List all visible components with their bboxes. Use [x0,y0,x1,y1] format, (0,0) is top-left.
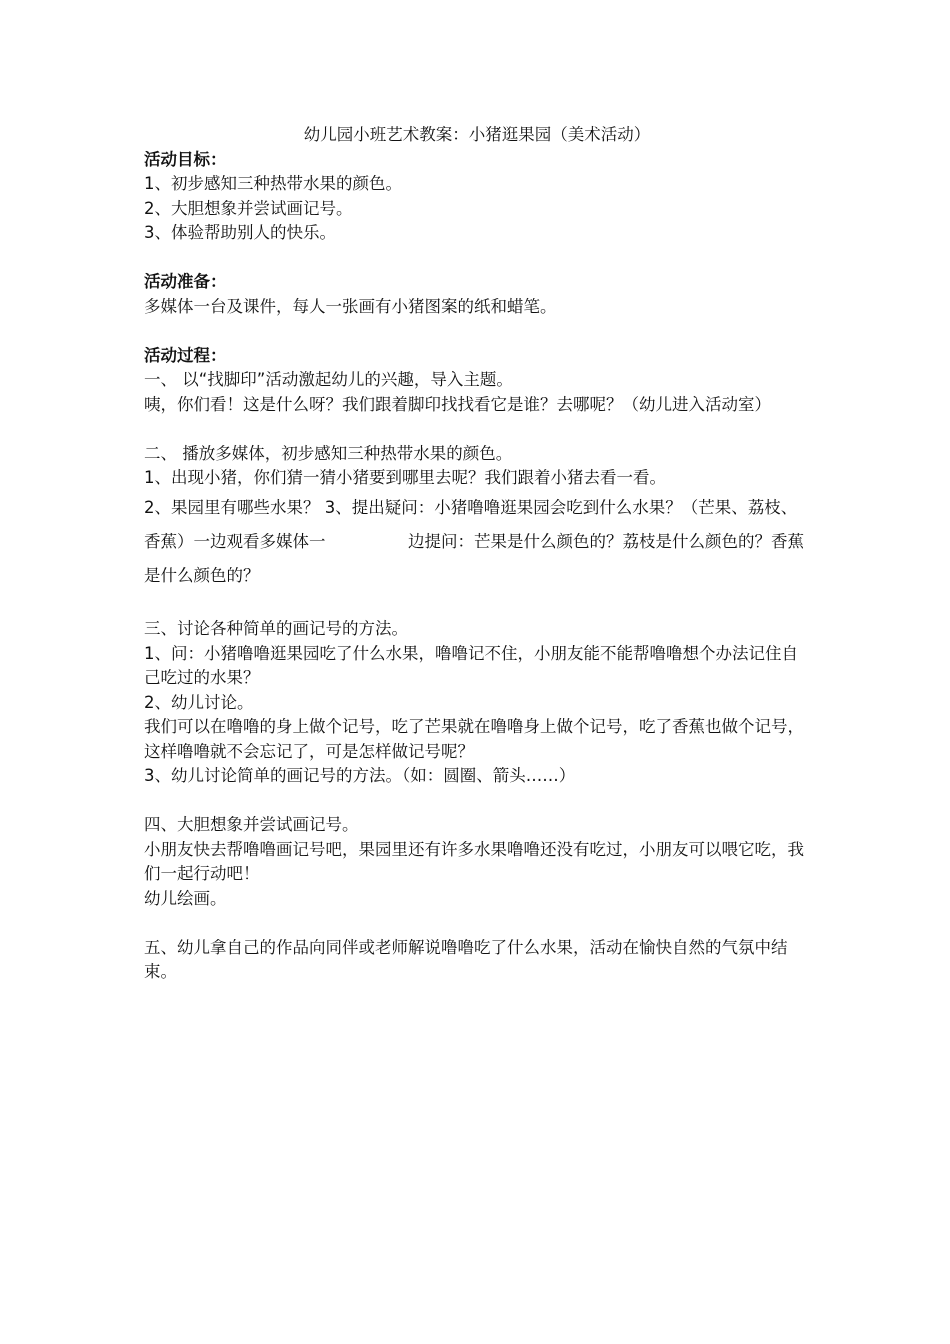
prep-heading: 活动准备： [144,272,227,291]
spacer [144,417,810,442]
section-3-question-2-text: 我们可以在噜噜的身上做个记号，吃了芒果就在噜噜身上做个记号，吃了香蕉也做个记号，这样噜噜就不会忘记了，可是怎样做记号呢？ [144,717,804,761]
section-4-text: 小朋友快去帮噜噜画记号吧，果园里还有许多水果噜噜还没有吃过，小朋友可以喂它吃，我们一起行动吧！ [144,839,804,883]
document-title: 幼儿园小班艺术教案：小猪逛果园（美术活动） [303,125,651,144]
prep-text: 多媒体一台及课件，每人一张画有小猪图案的纸和蜡笔。 [144,296,557,316]
goal-item: 2、大胆想象并尝试画记号。 [144,198,353,218]
spacer [144,246,810,271]
goal-item: 3、体验帮助别人的快乐。 [144,223,336,242]
spacer [144,789,810,814]
goal-item: 1、初步感知三种热带水果的颜色。 [144,174,402,193]
section-1-title: 一、 以“找脚印”活动激起幼儿的兴趣，导入主题。 [144,370,513,389]
process-heading: 活动过程： [144,345,227,365]
spacer [144,319,810,344]
spacer [144,911,810,936]
section-2-line-1: 1、出现小猪，你们猜一猜小猪要到哪里去呢？我们跟着小猪去看一看。 [144,468,666,487]
spacer [144,593,810,618]
section-5-text: 五、幼儿拿自己的作品向同伴或老师解说噜噜吃了什么水果，活动在愉快自然的气氛中结束。 [144,937,788,981]
section-3-question-2: 2、幼儿讨论。 [144,692,254,712]
section-2-title: 二、 播放多媒体，初步感知三种热带水果的颜色。 [144,443,513,463]
goals-heading: 活动目标： [144,149,227,169]
section-3-question-1: 1、问：小猪噜噜逛果园吃了什么水果，噜噜记不住，小朋友能不能帮噜噜想个办法记住自己吃过的水果？ [144,643,798,687]
section-4-text-2: 幼儿绘画。 [144,888,227,908]
section-1-text: 咦，你们看！这是什么呀？我们跟着脚印找找看它是谁？去哪呢？（幼儿进入活动室） [144,394,771,414]
section-3-title: 三、讨论各种简单的画记号的方法。 [144,619,408,638]
document-page [144,123,810,985]
section-2-line-2: 2、果园里有哪些水果？ 3、提出疑问：小猪噜噜逛果园会吃到什么水果？（芒果、荔枝、香蕉）一边观看多媒体一 边提问：芒果是什么颜色的？荔枝是什么颜色的？香蕉是什么颜色的？ [144,497,804,585]
section-3-question-3: 3、幼儿讨论简单的画记号的方法。（如：圆圈、箭头……） [144,766,576,785]
section-4-title: 四、大胆想象并尝试画记号。 [144,815,359,834]
